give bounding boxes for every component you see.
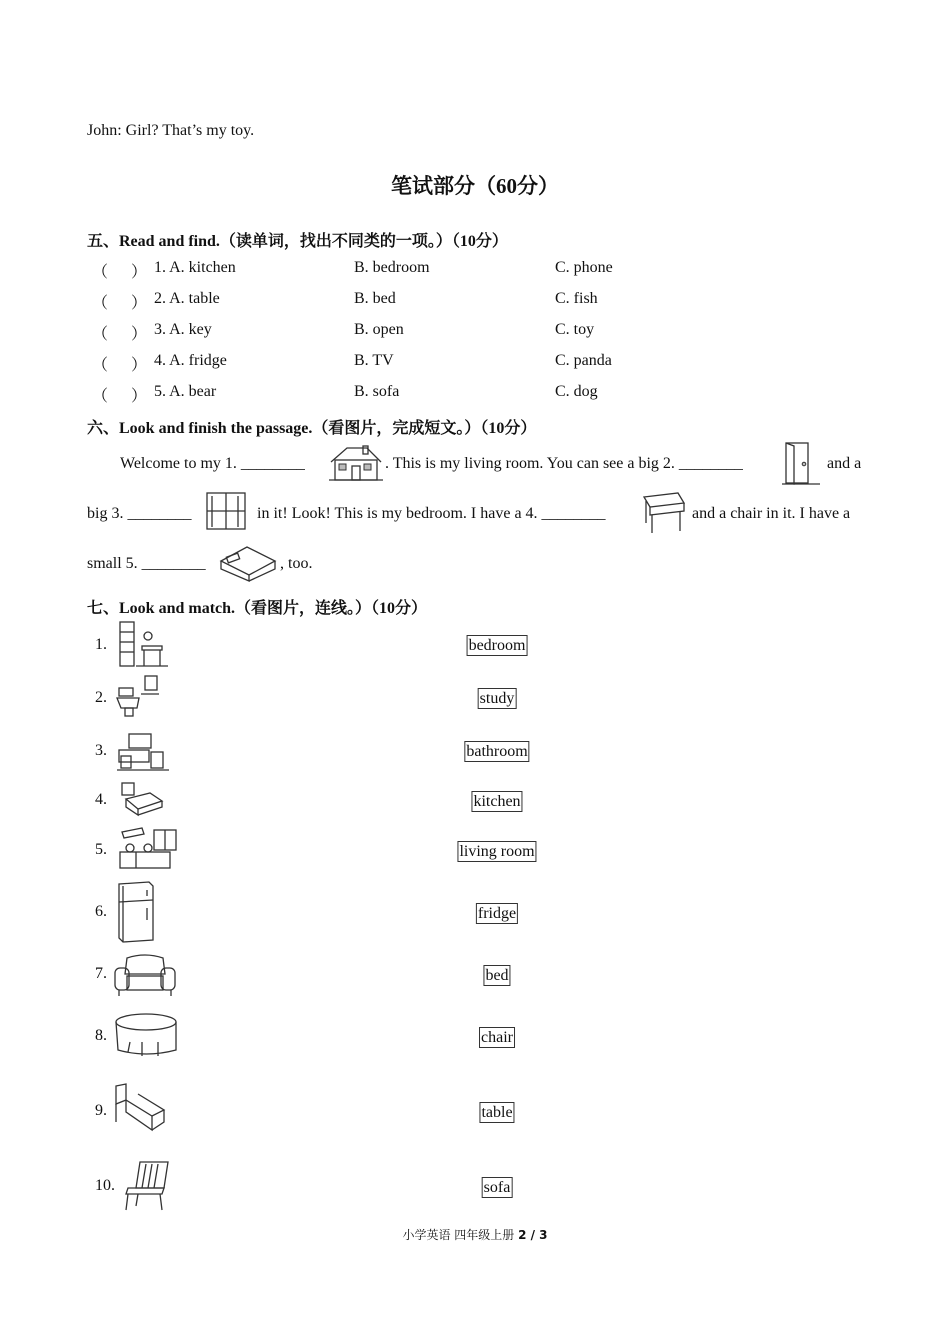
section7-title: 七、Look and match.（看图片，连线。）（10分） bbox=[87, 600, 428, 617]
option-b: B. open bbox=[354, 321, 404, 338]
match-number-2: 2. bbox=[95, 689, 107, 706]
match-number-6: 6. bbox=[95, 903, 107, 920]
sofa-icon bbox=[113, 952, 179, 998]
match-word-sofa[interactable]: sofa bbox=[483, 1179, 511, 1196]
written-part-title: 笔试部分（60分） bbox=[391, 174, 559, 198]
option-c: C. toy bbox=[555, 321, 595, 338]
match-word-bedroom[interactable]: bedroom bbox=[468, 637, 526, 654]
answer-paren-close: ） bbox=[131, 264, 148, 281]
passage-line1-b: . This is my living room. You can see a big 2. ________ bbox=[385, 455, 743, 472]
section6-title: 六、Look and finish the passage.（看图片，完成短文。）（10分） bbox=[87, 420, 537, 437]
living-room-icon bbox=[115, 730, 171, 772]
passage-line2-b: in it! Look! This is my bedroom. I have a 4. ________ bbox=[257, 505, 606, 522]
option-a: 5. A. bear bbox=[154, 383, 217, 400]
answer-paren-open: （ bbox=[92, 295, 109, 312]
bed-icon bbox=[217, 541, 279, 583]
option-c: C. dog bbox=[555, 383, 598, 400]
option-b: B. TV bbox=[354, 352, 394, 369]
passage-line1-c: and a bbox=[827, 455, 862, 472]
answer-paren-open: （ bbox=[92, 326, 109, 343]
option-a: 2. A. table bbox=[154, 290, 220, 307]
door-icon bbox=[780, 440, 822, 486]
option-b: B. bed bbox=[354, 290, 396, 307]
section5-item-3 bbox=[0, 321, 950, 345]
match-number-3: 3. bbox=[95, 742, 107, 759]
match-number-9: 9. bbox=[95, 1102, 107, 1119]
match-word-living-room[interactable]: living room bbox=[459, 843, 535, 860]
section5-item-1 bbox=[0, 259, 950, 283]
option-a: 3. A. key bbox=[154, 321, 212, 338]
match-number-8: 8. bbox=[95, 1027, 107, 1044]
answer-paren-open: （ bbox=[92, 388, 109, 405]
page-footer bbox=[0, 1226, 950, 1243]
option-a: 4. A. fridge bbox=[154, 352, 227, 369]
passage-line2-c: and a chair in it. I have a bbox=[692, 505, 851, 522]
match-number-5: 5. bbox=[95, 841, 107, 858]
match-word-study[interactable]: study bbox=[479, 690, 515, 707]
match-word-fridge[interactable]: fridge bbox=[477, 905, 517, 922]
match-number-4: 4. bbox=[95, 791, 107, 808]
match-word-bed[interactable]: bed bbox=[485, 967, 509, 984]
option-c: C. phone bbox=[555, 259, 613, 276]
answer-paren-open: （ bbox=[92, 264, 109, 281]
passage-line3-b: , too. bbox=[280, 555, 313, 572]
section5-title: 五、Read and find.（读单词，找出不同类的一项。）（10分） bbox=[87, 233, 508, 250]
answer-paren-close: ） bbox=[131, 326, 148, 343]
section5-item-4 bbox=[0, 352, 950, 376]
page-number: 2 / 3 bbox=[518, 1228, 548, 1242]
option-c: C. panda bbox=[555, 352, 612, 369]
table-icon bbox=[112, 1012, 182, 1062]
answer-paren-close: ） bbox=[131, 295, 148, 312]
option-a: 1. A. kitchen bbox=[154, 259, 236, 276]
match-word-kitchen[interactable]: kitchen bbox=[473, 793, 521, 810]
option-b: B. bedroom bbox=[354, 259, 430, 276]
match-number-1: 1. bbox=[95, 636, 107, 653]
match-word-bathroom[interactable]: bathroom bbox=[466, 743, 528, 760]
passage-line1-a: Welcome to my 1. ________ bbox=[120, 455, 305, 472]
footer-text: 小学英语 四年级上册 bbox=[402, 1228, 519, 1242]
single-bed-icon bbox=[112, 1082, 168, 1138]
section5-item-5 bbox=[0, 383, 950, 407]
chair-icon bbox=[120, 1158, 174, 1212]
section5-item-2 bbox=[0, 290, 950, 314]
match-number-10: 10. bbox=[95, 1177, 115, 1194]
house-icon bbox=[327, 444, 385, 482]
desk-icon bbox=[638, 489, 688, 537]
dialog-line: John: Girl? That’s my toy. bbox=[87, 122, 255, 139]
answer-paren-close: ） bbox=[131, 388, 148, 405]
match-number-7: 7. bbox=[95, 965, 107, 982]
fridge-icon bbox=[113, 880, 161, 944]
passage-line2-a: big 3. ________ bbox=[87, 505, 192, 522]
match-word-table[interactable]: table bbox=[481, 1104, 513, 1121]
bedroom-icon bbox=[116, 779, 166, 819]
window-icon bbox=[203, 490, 249, 532]
passage-line3-a: small 5. ________ bbox=[87, 555, 206, 572]
kitchen-icon bbox=[116, 826, 180, 872]
answer-paren-close: ） bbox=[131, 357, 148, 374]
match-word-chair[interactable]: chair bbox=[481, 1029, 513, 1046]
option-b: B. sofa bbox=[354, 383, 400, 400]
study-room-icon bbox=[118, 620, 170, 668]
answer-paren-open: （ bbox=[92, 357, 109, 374]
bathroom-icon bbox=[115, 674, 161, 718]
option-c: C. fish bbox=[555, 290, 598, 307]
